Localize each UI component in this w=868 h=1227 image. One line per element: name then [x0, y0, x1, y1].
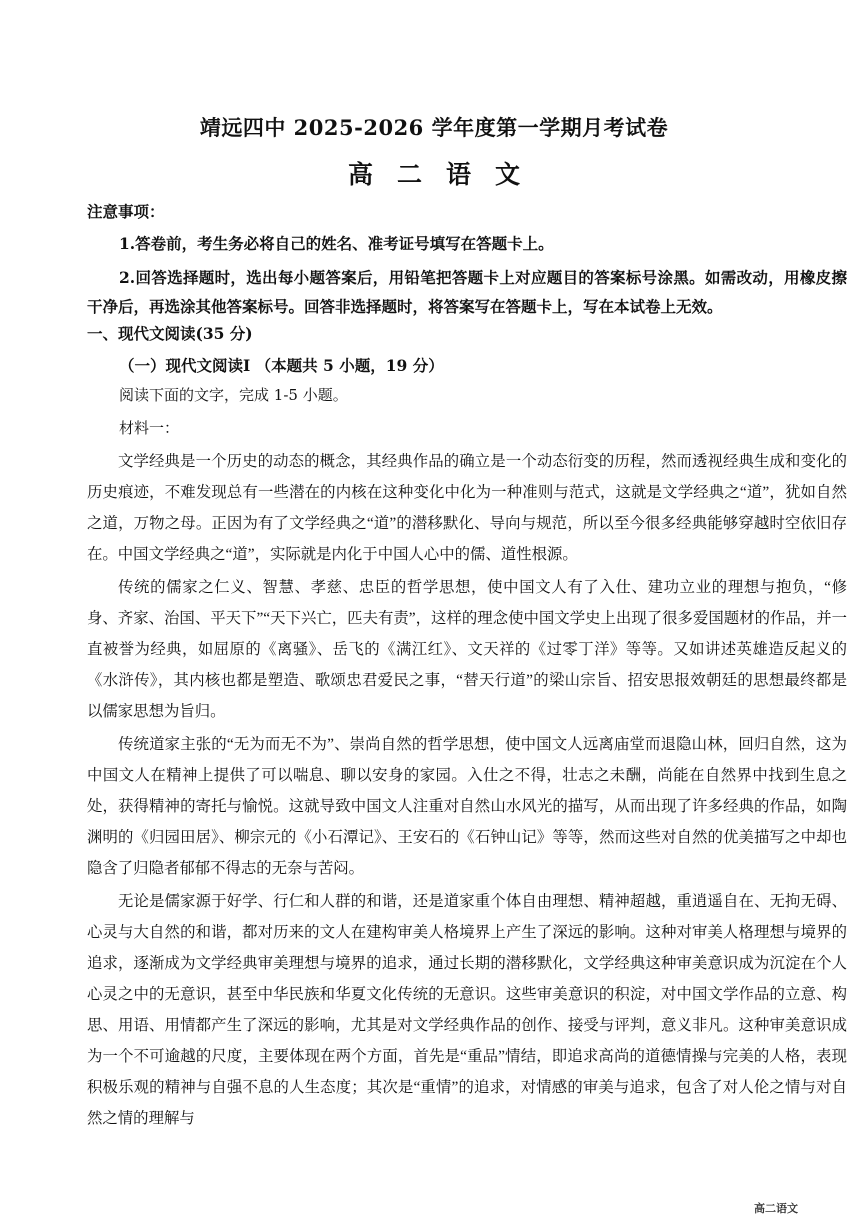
passage-paragraph: 传统道家主张的“无为而无不为”、崇尚自然的哲学思想，使中国文人远离庙堂而退隐山林，回归自然，这为中国文人在精神上提供了可以喘息、聊以安身的家园。入仕之不得，壮志之未酬，尚能在自然界中找到生息之处，获得精神的寄托与愉悦。这就导致中国文人注重对自然山水风光的描写，从而出现了许多经典的作品，如陶渊明的《归园田居》、柳宗元的《小石潭记》、王安石的《石钟山记》等等，然而这些对自然的优美描写之中却也隐含了归隐者郁郁不得志的无奈与苦闷。 [87, 736, 847, 877]
subject-heading [0, 155, 868, 191]
material-label: 材料一： [119, 419, 180, 437]
reading-instruction: 阅读下面的文字，完成 1-5 小题。 [119, 386, 348, 404]
subject-char: 文 [495, 160, 521, 189]
section-heading: 一、现代文阅读(35 分) [87, 324, 253, 343]
subject-char: 二 [396, 160, 422, 189]
page-footer: 高二语文 [754, 1202, 798, 1215]
subsection-heading: （一）现代文阅读Ⅰ （本题共 5 小题，19 分） [119, 356, 444, 375]
exam-title: 靖远四中 2025-2026 学年度第一学期月考试卷 [199, 115, 669, 140]
passage-paragraph: 传统的儒家之仁义、智慧、孝慈、忠臣的哲学思想，使中国文人有了入仕、建功立业的理想与抱负，“修身、齐家、治国、平天下”“天下兴亡，匹夫有责”，这样的理念使中国文学史上出现了很多爱国题材的作品，并一直被誉为经典，如屈原的《离骚》、岳飞的《满江红》、文天祥的《过零丁洋》等等。又如讲述英雄造反起义的《水浒传》，其内核也都是塑造、歌颂忠君爱民之事，“替天行道”的梁山宗旨、招安思报效朝廷的思想最终都是以儒家思想为旨归。 [87, 579, 847, 720]
notice-item: 2.回答选择题时，选出每小题答案后，用铅笔把答题卡上对应题目的答案标号涂黑。如需改动，用橡皮擦干净后，再选涂其他答案标号。回答非选择题时，将答案写在答题卡上，写在本试卷上无效。 [87, 268, 847, 316]
passage-paragraph: 文学经典是一个历史的动态的概念，其经典作品的确立是一个动态衍变的历程，然而透视经典生成和变化的历史痕迹，不难发现总有一些潜在的内核在这种变化中化为一种准则与范式，这就是文学经典之“道”，犹如自然之道，万物之母。正因为有了文学经典之“道”的潜移默化、导向与规范，所以至今很多经典能够穿越时空依旧存在。中国文学经典之“道”，实际就是内化于中国人心中的儒、道性根源。 [87, 453, 847, 563]
subject-char: 高 [347, 160, 373, 189]
notice-heading: 注意事项： [87, 202, 165, 221]
reading-passage [87, 446, 847, 1136]
notice-item: 1.答卷前，考生务必将自己的姓名、准考证号填写在答题卡上。 [119, 234, 554, 253]
subject-char: 语 [446, 160, 472, 189]
passage-paragraph: 无论是儒家源于好学、行仁和人群的和谐，还是道家重个体自由理想、精神超越，重逍遥自在、无拘无碍、心灵与大自然的和谐，都对历来的文人在建构审美人格境界上产生了深远的影响。这种对审美人格理想与境界的追求，逐渐成为文学经典审美理想与境界的追求，通过长期的潜移默化，文学经典这种审美意识成为沉淀在个人心灵之中的无意识，甚至中华民族和华夏文化传统的无意识。这些审美意识的积淀，对中国文学作品的立意、构思、用语、用情都产生了深远的影响，尤其是对文学经典作品的创作、接受与评判，意义非凡。这种审美意识成为一个不可逾越的尺度，主要体现在两个方面，首先是“重品”情结，即追求高尚的道德情操与完美的人格，表现积极乐观的精神与自强不息的人生态度；其次是“重情”的追求，对情感的审美与追求，包含了对人伦之情与对自然之情的理解与 [87, 893, 847, 1127]
